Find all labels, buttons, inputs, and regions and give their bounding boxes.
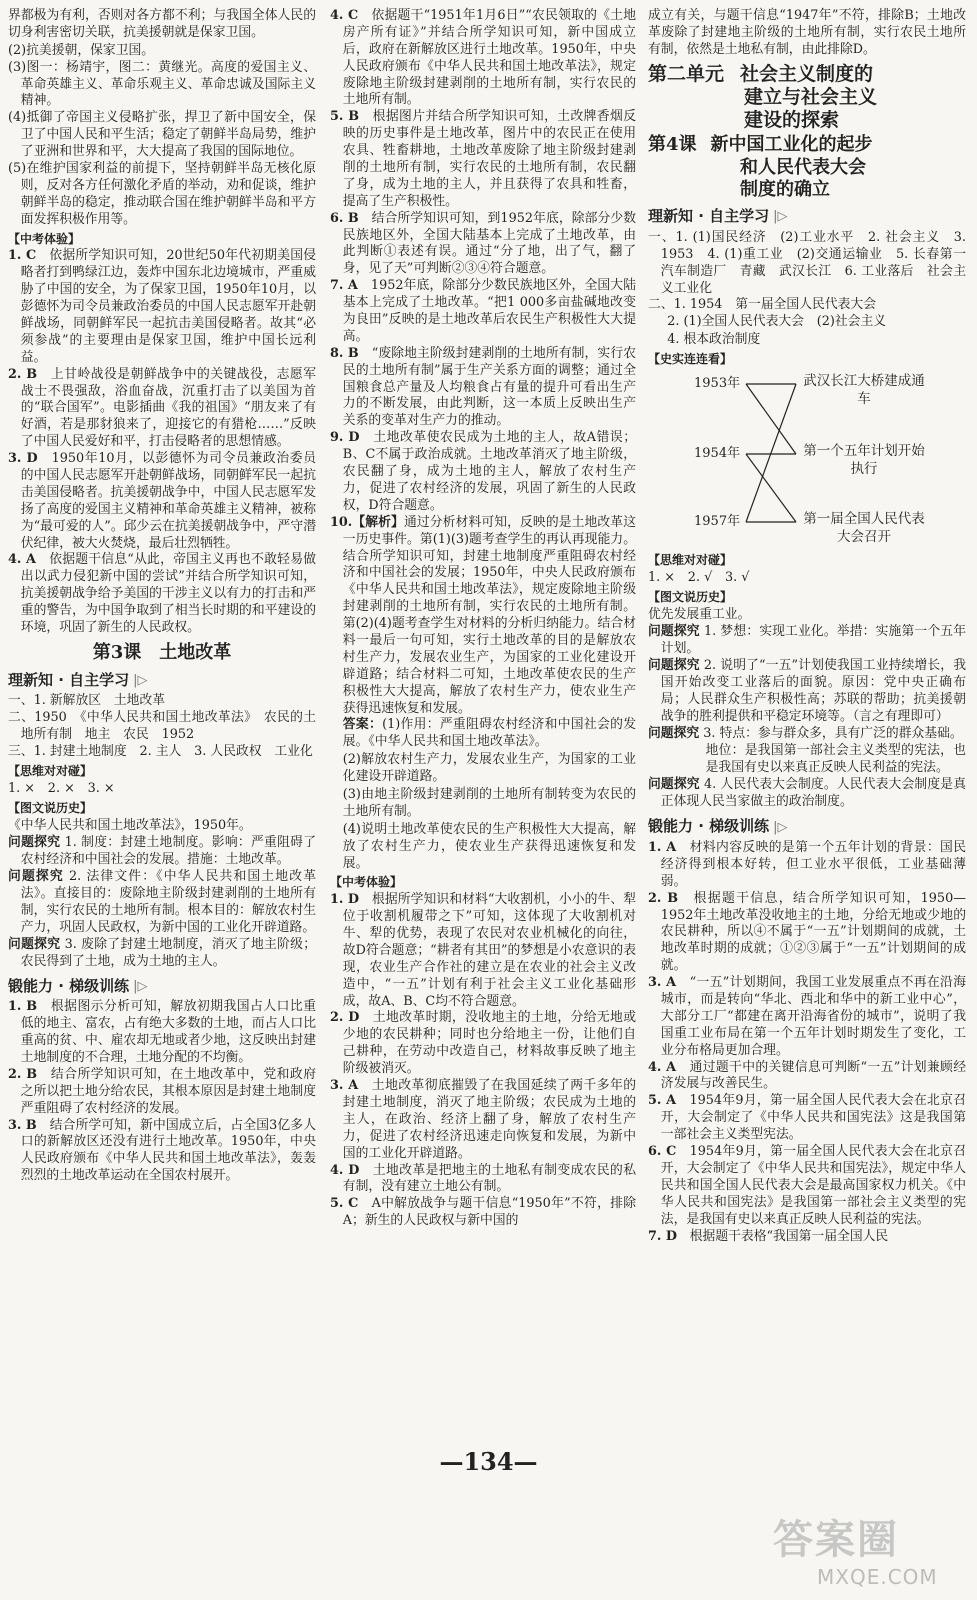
question-item: 1. D 根据所学知识和材料“大收割机，小小的牛、犁位于收割机履带之下”可知，这体现了大收割机对牛、犁的优势，表现了农民对农业机械化的向往，故D符合题意；“耕者有其田”的梦想是小农意识的表现，农业生产合作社的建立是在农业的社会主义改造中，“一五”计划有利于社会主义工业化基础形成，故A、B、C均不符合题意。 bbox=[330, 892, 636, 1009]
answer-label: 答案：(1)作用：严重阻碍农村经济和中国社会的发展。《中华人民共和国土地改革法》。 bbox=[342, 717, 636, 750]
lesson-4-title: 第4课 新中国工业化的起步 和人民代表大会 制度的确立 bbox=[648, 134, 873, 200]
chevron-right-icon: |▷ bbox=[133, 672, 148, 688]
zhongkao-tag: 【中考体验】 bbox=[330, 875, 403, 890]
question-item: 5. A 1954年9月，第一届全国人民代表大会在北京召开，大会制定了《中华人民共和国宪法》这是我国第一部社会主义类型宪法。 bbox=[648, 1093, 967, 1143]
question-item: 3. D 1950年10月，以彭德怀为司令员兼政治委员的中国人民志愿军开赴朝鲜战场，同朝鲜军民一起抗击美国侵略者。抗美援朝战争中，中国人民志愿军发扬了高度的爱国主义精神和革命英雄主义精神，被称为“最可爱的人”。邱少云在抗美援朝战争中，严守潜伏纪律，被大火焚烧，最后壮烈牺牲。 bbox=[8, 451, 316, 551]
answer-line: (2)解放农村生产力，发展农业生产，为国家的工业化建设开辟道路。 bbox=[342, 752, 636, 785]
think-line: 1. × 2. × 3. × bbox=[8, 780, 115, 796]
zhongkao-tag: 【中考体验】 bbox=[8, 231, 81, 246]
event-label: 武汉长江大桥建成通车 bbox=[803, 372, 925, 408]
answer-line: (5)在维护国家利益的前提下，坚持朝鲜半岛无核化原则，反对各方任何激化矛盾的举动，劝和促谈，维护朝鲜半岛的稳定，推动联合国在维护朝鲜半岛和平方面发挥积极作用等。 bbox=[8, 161, 316, 227]
question-item: 3. A 土地改革彻底摧毁了在我国延续了两千多年的封建土地制度，消灭了地主阶级；农民成为土地的主人，在政治、经济上翻了身，解放了农村生产力，促进了农村经济迅速走向恢复和发展，为新中国的工业化开辟道路。 bbox=[330, 1078, 637, 1161]
question-item: 4. A 依据题干信息“从此，帝国主义再也不敢轻易做出以武力侵犯新中国的尝试”并结合所学知识可知，抗美援朝战争给予美国的干涉主义以有力的打击和严重的警告，为中国争取到了相当长时期的和平建设的环境，巩固了新生的人民政权。 bbox=[8, 552, 317, 635]
section-train-heading: 锻能力 · 梯级训练 |▷ bbox=[648, 817, 788, 836]
year-label: 1954年 bbox=[694, 445, 741, 461]
chevron-right-icon: |▷ bbox=[773, 819, 788, 835]
question-item: 7. D 根据题干表格“我国第一届全国人民 bbox=[648, 1228, 889, 1244]
question-item: 4. D 土地改革是把地主的土地私有制变成农民的私有制，没有建立土地公有制。 bbox=[330, 1162, 637, 1195]
picture-tag: 【图文说历史】 bbox=[648, 589, 733, 604]
question-item: 4. A 通过题干中的关键信息可判断“一五”计划兼顾经济发展与改善民生。 bbox=[648, 1059, 967, 1092]
event-label: 第一个五年计划开始执行 bbox=[803, 442, 925, 478]
question-item: 1. C 依据所学知识可知，20世纪50年代初期美国侵略者打到鸭绿江边，轰炸中国东北边境城市，严重威胁了中国的安全，为了保家卫国，1950年10月，以彭德怀为司令员兼政治委员的中国人民志愿军开赴朝鲜战场，同朝鲜军民一起抗击美国侵略者。故其“必须参战”的主要理由是保家卫国，维护中国长远利益。 bbox=[8, 248, 316, 365]
learn-line: 一、1. 新解放区 土地改革 bbox=[8, 693, 166, 709]
inquiry-item: 问题探究 2. 说明了“一五”计划使我国工业持续增长，我国开始改变工业落后的面貌。原因：党中央正确布局；人民群众生产积极性高；苏联的帮助；抗美援朝战争的胜利提供和平稳定环境等。（言之有理即可） bbox=[648, 658, 966, 724]
question-item: 3. B 结合所学可知，新中国成立后，占全国3亿多人口的新解放区还没有进行土地改革。1950年，中央人民政府颁布《中华人民共和国土地改革法》，轰轰烈烈的土地改革运动在全国农村展开。 bbox=[8, 1117, 316, 1184]
question-item: 5. B 根据图片并结合所学知识可知，土改牌香烟反映的历史事件是土地改革，图片中的农民正在使用农具、牲畜耕地，土地改革废除了地主阶级封建剥削的土地所有制，实行农民的土地所有制，农民翻了身，成为土地的主人，并且获得了农具和牲畜，提高了生产积极性。 bbox=[330, 109, 637, 209]
question-item: 10.【解析】通过分析材料可知，反映的是土地改革这一历史事件。第(1)(3)题考查学生的再认再现能力。结合所学知识可知，封建土地制度严重阻碍农村经济和中国社会的发展；1950年，中央人民政府颁布《中华人民共和国土地改革法》，规定废除地主阶级封建剥削的土地所有制，实行农民的土地所有制。第(2)(4)题考查学生对材料的分析归纳能力。结合材料一最后一句可知，实行土地改革的目的是解放农村生产力，发展农业生产，为国家的工业化建设开辟道路；结合材料二可知，土地改革使农民的生产积极性大大提高，解放了农村生产力，使农业生产获得迅速恢复和发展。 bbox=[330, 514, 636, 716]
watermark-logo-text: 答案圈 bbox=[773, 1517, 899, 1563]
question-item: 5. C A中解放战争与题干信息“1950年”不符，排除A；新生的人民政权与新中国的 bbox=[330, 1196, 636, 1229]
column-2 bbox=[330, 8, 636, 1230]
section-learn-heading: 理新知 · 自主学习 |▷ bbox=[648, 207, 788, 226]
column-1 bbox=[8, 8, 316, 1185]
unit-2-title: 第二单元 社会主义制度的 建立与社会主义 建设的探索 bbox=[648, 62, 878, 132]
intro-text: 界都极为有利，否则对各方都不利；与我国全体人民的切身利害密切关联，抗美援朝就是保家卫国。 bbox=[8, 8, 316, 40]
chevron-right-icon: |▷ bbox=[773, 209, 788, 225]
link-tag: 【史实连连看】 bbox=[648, 352, 733, 367]
picture-tag: 【图文说历史】 bbox=[8, 800, 93, 815]
lesson-3-title: 第3课 土地改革 bbox=[92, 641, 232, 663]
question-item: 6. B 结合所学知识可知，到1952年底，除部分少数民族地区外，全国大陆基本上完成了土地改革，由此判断①表述有误。通过“分了地，出了气，翻了身，见了天”可判断②③④符合题意。 bbox=[330, 210, 636, 277]
year-label: 1953年 bbox=[694, 375, 741, 391]
inquiry-item: 地位：是我国第一部社会主义类型的宪法，也是我国有史以来真正反映人民利益的宪法。 bbox=[705, 742, 966, 775]
inquiry-item: 问题探究 3. 特点：参与群众多，具有广泛的群众基础。 bbox=[648, 725, 963, 741]
question-item: 2. B 根据题干信息，结合所学知识可知，1950—1952年土地改革没收地主的土地，分给无地或少地的农民耕种，所以④不属于“一五”计划期间的成就，土地改革时期的成就；①②③属于“一五”计划期间的成就。 bbox=[648, 890, 967, 974]
learn-line: 4. 根本政治制度 bbox=[667, 332, 761, 348]
learn-line: 三、1. 封建土地制度 2. 主人 3. 人民政权 工业化 bbox=[8, 744, 313, 760]
page-number: —134— bbox=[439, 1447, 538, 1476]
inquiry-item: 问题探究 4. 人民代表大会制度。人民代表大会制度是真正体现人民当家做主的政治制度。 bbox=[648, 777, 967, 810]
answer-line: (4)说明土地改革使农民的生产积极性大大提高，解放了农村生产力，使农业生产获得迅速恢复和发展。 bbox=[342, 821, 636, 871]
question-item: 4. C 依据题干“1951年1月6日”“农民领取的《土地房产所有证》”并结合所学知识可知，新中国成立后，政府在新解放区进行土地改革。1950年，中央人民政府颁布《中华人民共和国土地改革法》，规定废除地主阶级封建剥削的土地所有制，实行农民的土地所有制。 bbox=[330, 8, 637, 108]
event-label: 第一届全国人民代表大会召开 bbox=[803, 510, 925, 546]
section-train-heading: 锻能力 · 梯级训练 |▷ bbox=[8, 976, 148, 995]
answer-line: (3)图一：杨靖宇，图二：黄继光。高度的爱国主义、革命英雄主义、革命乐观主义、革命忠诚及国际主义精神。 bbox=[8, 59, 316, 109]
inquiry-item: 问题探究 1. 梦想：实现工业化。举措：实施第一个五年计划。 bbox=[648, 624, 967, 657]
picture-line: 优先发展重工业。 bbox=[648, 606, 751, 622]
answer-line: (4)抵御了帝国主义侵略扩张，捍卫了新中国安全，保卫了中国人民和平生活；稳定了朝鲜半岛局势，维护了亚洲和世界和平，大大提高了我国的国际地位。 bbox=[8, 110, 316, 160]
learn-line: 二、1950 《中华人民共和国土地改革法》 农民的土地所有制 地主 农民 1952 bbox=[8, 710, 316, 743]
learn-line: 2. (1)全国人民代表大会 (2)社会主义 bbox=[667, 314, 887, 330]
question-item: 1. A 材料内容反映的是第一个五年计划的背景：国民经济得到根本好转，但工业水平很低，工业基础薄弱。 bbox=[648, 840, 967, 889]
section-learn-heading: 理新知 · 自主学习 |▷ bbox=[8, 670, 148, 689]
year-label: 1957年 bbox=[694, 513, 741, 529]
chevron-right-icon: |▷ bbox=[133, 978, 148, 994]
matching-diagram bbox=[648, 372, 966, 550]
question-item: 1. B 根据图示分析可知，解放初期我国占人口比重低的地主、富农，占有绝大多数的土地，而占人口比重高的贫、中、雇农却无地或者少地，这反映出封建土地制度的不合理，土地分配的不均衡。 bbox=[8, 999, 317, 1066]
think-tag: 【思维对对碰】 bbox=[648, 552, 733, 567]
question-item: 2. D 土地改革时期，没收地主的土地，分给无地或少地的农民耕种；同时也分给地主一份，让他们自己耕种，在劳动中改造自己，材料故事反映了地主阶级被消灭。 bbox=[330, 1010, 637, 1077]
question-item: 2. B 结合所学知识可知，在土地改革中，党和政府之所以把土地分给农民，其根本原因是封建土地制度严重阻碍了农村经济的发展。 bbox=[8, 1066, 317, 1116]
question-item: 6. C 1954年9月，第一届全国人民代表大会在北京召开，大会制定了《中华人民共和国宪法》，规定中华人民共和国全国人民代表大会是最高国家权力机关。《中华人民共和国宪法》是我国第一部社会主义类型的宪法，是我国有史以来真正反映人民利益的宪法。 bbox=[648, 1144, 966, 1227]
learn-line: 二、1. 1954 第一届全国人民代表大会 bbox=[648, 297, 877, 313]
inquiry-item: 问题探究 2. 法律文件：《中华人民共和国土地改革法》。直接目的：废除地主阶级封建剥削的土地所有制，实行农民的土地所有制。根本目的：解放农村生产力，巩固人民政权，为新中国的工业化开辟道路。 bbox=[8, 869, 316, 935]
question-item: 2. B 上甘岭战役是朝鲜战争中的关键战役，志愿军战士不畏强敌，浴血奋战，沉重打击了以美国为首的“联合国军”。电影插曲《我的祖国》“朋友来了有好酒，若是那豺狼来了，迎接它的有猎枪……”反映了中国人民爱好和平，打击侵略者的思想情感。 bbox=[8, 366, 317, 450]
answer-line: (3)由地主阶级封建剥削的土地所有制转变为农民的土地所有制。 bbox=[342, 786, 636, 819]
question-item: 8. B “废除地主阶级封建剥削的土地所有制，实行农民的土地所有制”属于生产关系方面的调整；通过全国粮食总产量及人均粮食占有量的提升可看出生产力的不断发展，由此判断，这一本质上反映出生产关系的变革对生产力的推动。 bbox=[330, 345, 637, 429]
watermark-url: MXQE.COM bbox=[817, 1565, 938, 1589]
question-item: 3. A “一五”计划期间，我国工业发展重点不再在沿海城市，而是转向“华北、西北和华中的新工业中心”，大部分工厂“都建在离开沿海省份的城市”，说明了我国重工业布局在第一个五年计划时期发生了变化，工业分布格局更加合理。 bbox=[648, 975, 967, 1058]
picture-line: 《中华人民共和国土地改革法》，1950年。 bbox=[8, 817, 252, 833]
think-tag: 【思维对对碰】 bbox=[8, 764, 93, 778]
learn-line: 一、1. (1)国民经济 (2)工业水平 2. 社会主义 3. 1953 4. (1)重工业 (2)交通运输业 5. 长春第一汽车制造厂 青藏 武汉长江 6. 工业落后 社会主义工业化 bbox=[648, 229, 966, 296]
answer-line: (2)抗美援朝，保家卫国。 bbox=[8, 42, 155, 58]
question-item: 9. D 土地改革使农民成为土地的主人，故A错误；B、C不属于政治成就。土地改革消灭了地主阶级，农民翻了身，成为土地的主人，解放了农村生产力，促进了农村经济的发展，巩固了新生的人民政权，D符合题意。 bbox=[330, 430, 636, 513]
column-3 bbox=[648, 8, 966, 1245]
think-line: 1. × 2. √ 3. √ bbox=[648, 569, 750, 585]
watermark-logo bbox=[763, 1514, 963, 1594]
question-item: 7. A 1952年底，除部分少数民族地区外，全国大陆基本上完成了土地改革。“把1 000多亩盐碱地改变为良田”反映的是土地改革后农民生产积极性大大提高。 bbox=[330, 278, 637, 344]
continued-text: 成立有关，与题干信息“1947年”不符，排除B；土地改革废除了封建地主阶级的土地所有制，实行农民土地所有制，依然是土地私有制，由此排除D。 bbox=[648, 8, 966, 57]
inquiry-item: 问题探究 1. 制度：封建土地制度。影响：严重阻碍了农村经济和中国社会的发展。措施：土地改革。 bbox=[8, 835, 316, 868]
inquiry-item: 问题探究 3. 废除了封建土地制度，消灭了地主阶级；农民得到了土地，成为土地的主人。 bbox=[8, 936, 316, 969]
